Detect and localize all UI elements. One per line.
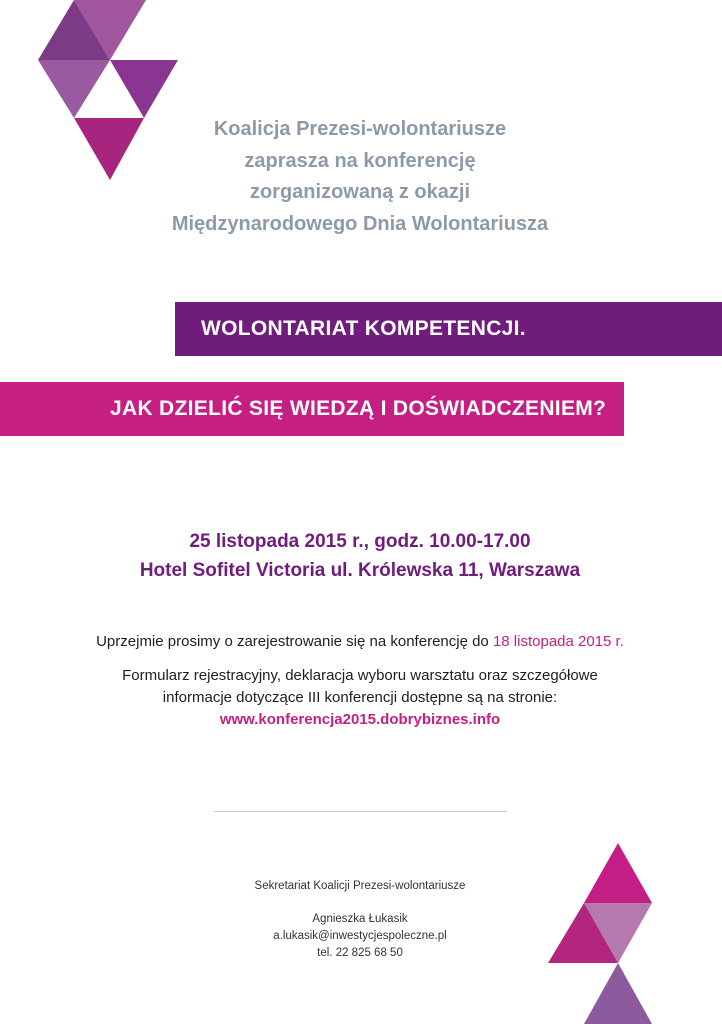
- intro-line: Międzynarodowego Dnia Wolontariusza: [171, 212, 549, 235]
- info-line: Formularz rejestracyjny, deklaracja wyboru warsztatu oraz szczegółowe: [122, 667, 598, 684]
- registration-paragraph: [40, 631, 680, 653]
- conference-website-link[interactable]: www.konferencja2015.dobrybiznes.info: [219, 711, 501, 728]
- contact-name: Agnieszka Łukasik: [312, 913, 408, 925]
- divider: [214, 811, 507, 812]
- contact-details: [210, 911, 510, 962]
- conference-subtitle-band: [0, 382, 624, 436]
- intro-line: zorganizowaną z okazji: [249, 181, 471, 203]
- event-venue: Hotel Sofitel Victoria ul. Królewska 11, Warszawa: [139, 560, 581, 581]
- info-paragraph: [40, 665, 680, 731]
- conference-title: WOLONTARIAT KOMPETENCJI.: [201, 317, 526, 340]
- triangle-shape: [584, 843, 652, 903]
- triangle-logo-bottom: [548, 843, 654, 1024]
- registration-deadline: 18 listopada 2015 r.: [492, 633, 624, 650]
- triangle-shape: [110, 60, 178, 118]
- event-details: [60, 527, 660, 585]
- triangle-shape: [584, 963, 652, 1024]
- triangle-shape: [38, 60, 110, 118]
- contact-org: [210, 878, 510, 895]
- intro-text: [120, 114, 600, 240]
- info-line: informacje dotyczące III konferencji dostępne są na stronie:: [162, 689, 558, 706]
- conference-subtitle: JAK DZIELIĆ SIĘ WIEDZĄ I DOŚWIADCZENIEM?: [110, 397, 607, 420]
- contact-org-name: Sekretariat Koalicji Prezesi-wolontariusze: [254, 880, 466, 892]
- contact-email[interactable]: a.lukasik@inwestycjespoleczne.pl: [273, 930, 447, 942]
- conference-title-band: [175, 302, 722, 356]
- registration-text: Uprzejmie prosimy o zarejestrowanie się na konferencję do: [96, 633, 489, 650]
- contact-phone: tel. 22 825 68 50: [317, 947, 403, 959]
- intro-line: Koalicja Prezesi-wolontariusze: [213, 118, 507, 140]
- event-date-time: 25 listopada 2015 r., godz. 10.00-17.00: [189, 531, 531, 552]
- intro-line: zaprasza na konferencję: [244, 149, 476, 172]
